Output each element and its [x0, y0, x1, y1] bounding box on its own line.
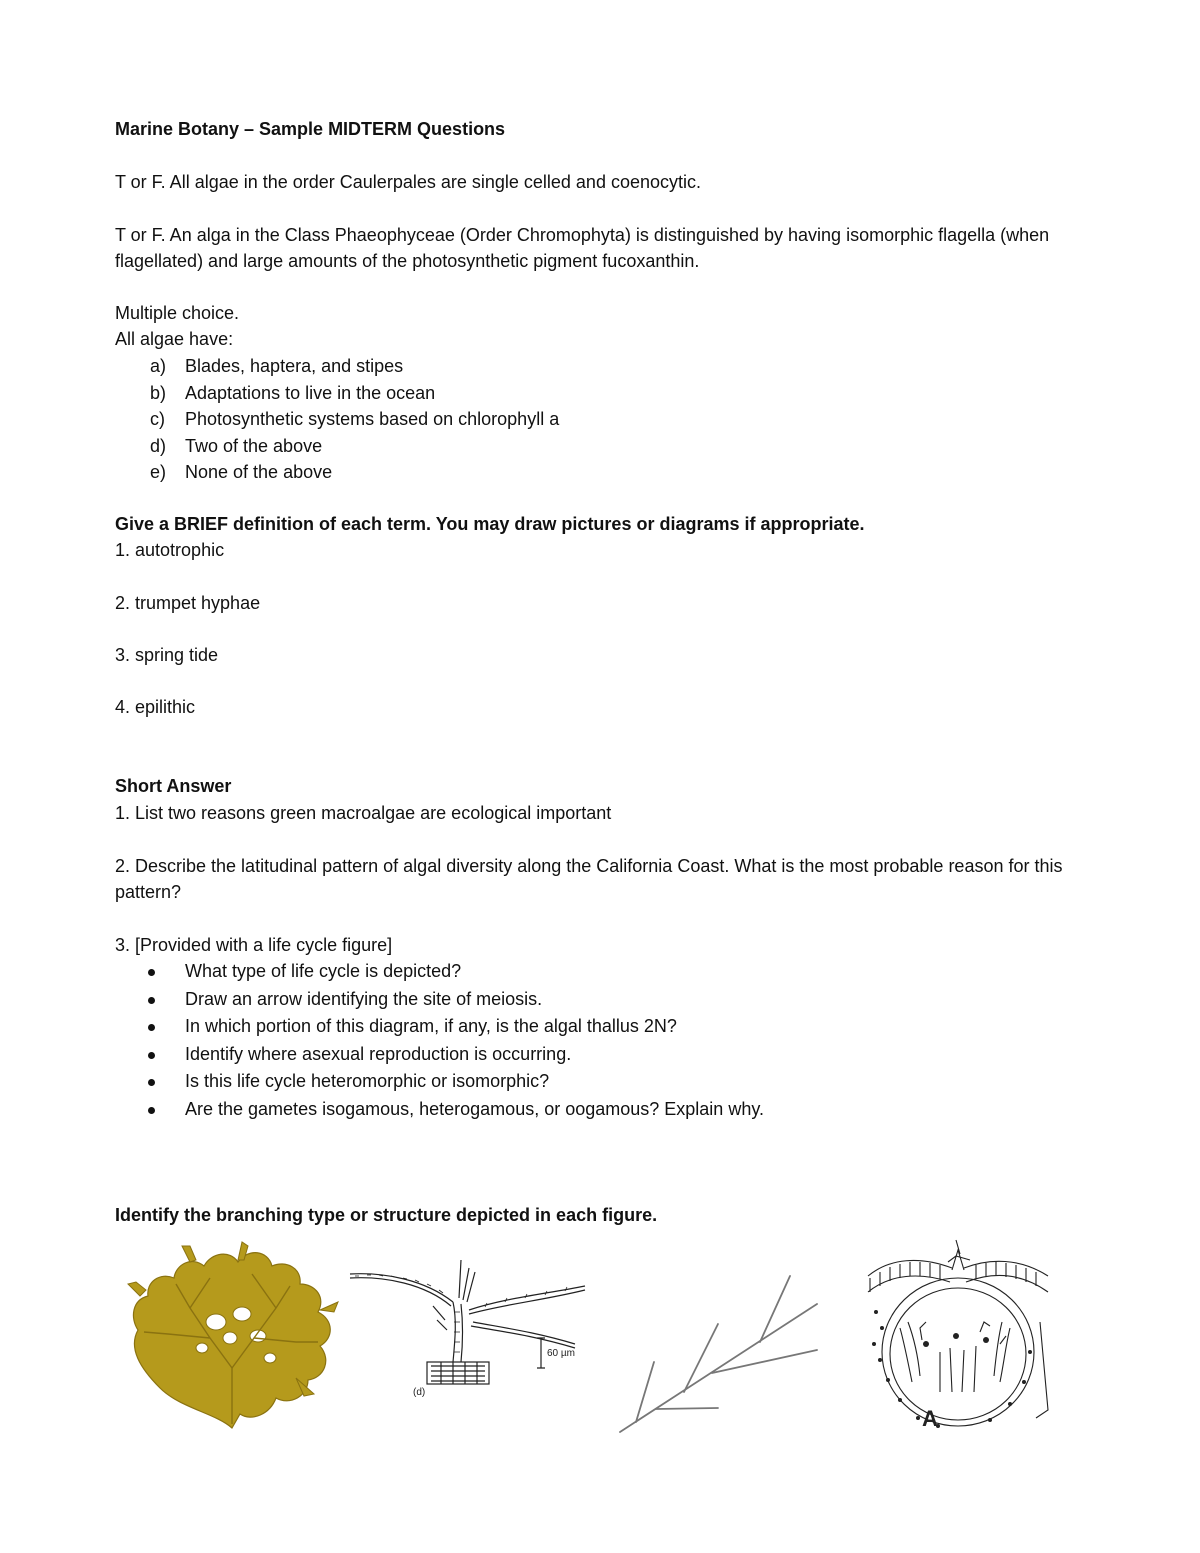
tf-question-1: T or F. All algae in the order Caulerpales are single celled and coenocytic. [115, 172, 702, 192]
option-letter: b) [150, 382, 167, 403]
mc-option [150, 380, 559, 407]
bullet-icon [148, 1107, 155, 1114]
page-title: Marine Botany – Sample MIDTERM Questions [115, 119, 506, 139]
bullet-item [148, 1041, 764, 1069]
bullet-item [148, 1096, 764, 1124]
figures-heading: Identify the branching type or structure depicted in each figure. [115, 1205, 658, 1225]
option-text: Blades, haptera, and stipes [185, 356, 404, 376]
definition-term: 1. autotrophic [115, 540, 225, 560]
option-letter: d) [150, 435, 167, 456]
bullet-item [148, 958, 764, 986]
mc-option [150, 353, 559, 380]
mc-option [150, 406, 559, 433]
bullet-item [148, 986, 764, 1014]
option-text: Two of the above [185, 435, 323, 456]
bullet-text: In which portion of this diagram, if any, is the algal thallus 2N? [185, 1016, 677, 1037]
filament-micrograph-figure [345, 1250, 595, 1400]
option-letter: c) [150, 409, 165, 429]
short-answer-q3: 3. [Provided with a life cycle figure] [115, 935, 393, 955]
option-text: Adaptations to live in the ocean [185, 382, 436, 403]
option-letter: a) [150, 356, 167, 376]
panel-label: (d) [413, 1387, 426, 1398]
bullet-item [148, 1068, 764, 1096]
option-text: None of the above [185, 462, 333, 482]
short-answer-q1: 1. List two reasons green macroalgae are ecological important [115, 803, 612, 823]
bullet-icon [148, 1024, 155, 1031]
definitions-heading: Give a BRIEF definition of each term. You may draw pictures or diagrams if appropriate. [115, 514, 865, 534]
definition-term: 3. spring tide [115, 645, 219, 665]
bullet-icon [148, 1052, 155, 1059]
bullet-item [148, 1013, 764, 1041]
definition-term: 2. trumpet hyphae [115, 593, 261, 613]
bullet-text: Are the gametes isogamous, heterogamous, or oogamous? Explain why. [185, 1098, 764, 1119]
mc-option [150, 433, 559, 460]
life-cycle-bullets [148, 958, 764, 1124]
short-answer-heading: Short Answer [115, 776, 232, 796]
bullet-icon [148, 969, 155, 976]
scale-bar-label: 60 µm [547, 1348, 575, 1359]
short-answer-q2: 2. Describe the latitudinal pattern of algal diversity along the California Coast. What is the most probable reason for this pattern? [115, 856, 1063, 902]
bullet-icon [148, 1079, 155, 1086]
mc-options [150, 353, 559, 486]
bullet-text: Is this life cycle heteromorphic or isomorphic? [185, 1071, 550, 1092]
figure-letter: A [922, 1406, 938, 1431]
bullet-text: What type of life cycle is depicted? [185, 961, 462, 981]
mc-option [150, 459, 559, 486]
definition-term: 4. epilithic [115, 697, 196, 717]
conceptacle-section-figure [860, 1232, 1055, 1432]
tf-question-2: T or F. An alga in the Class Phaeophyceae (Order Chromophyta) is distinguished by having isomorphic flagella (when flagellated) and large amounts of the photosynthetic pigment fucoxanthin. [115, 225, 1050, 271]
bullet-icon [148, 997, 155, 1004]
mc-heading: Multiple choice. [115, 303, 240, 323]
option-letter: e) [150, 462, 167, 482]
branching-diagram-figure [612, 1272, 827, 1437]
alga-thallus-figure [120, 1238, 350, 1438]
bullet-text: Identify where asexual reproduction is occurring. [185, 1043, 572, 1064]
option-text: Photosynthetic systems based on chlorophyll a [185, 409, 560, 429]
mc-stem: All algae have: [115, 329, 234, 349]
bullet-text: Draw an arrow identifying the site of meiosis. [185, 988, 543, 1009]
